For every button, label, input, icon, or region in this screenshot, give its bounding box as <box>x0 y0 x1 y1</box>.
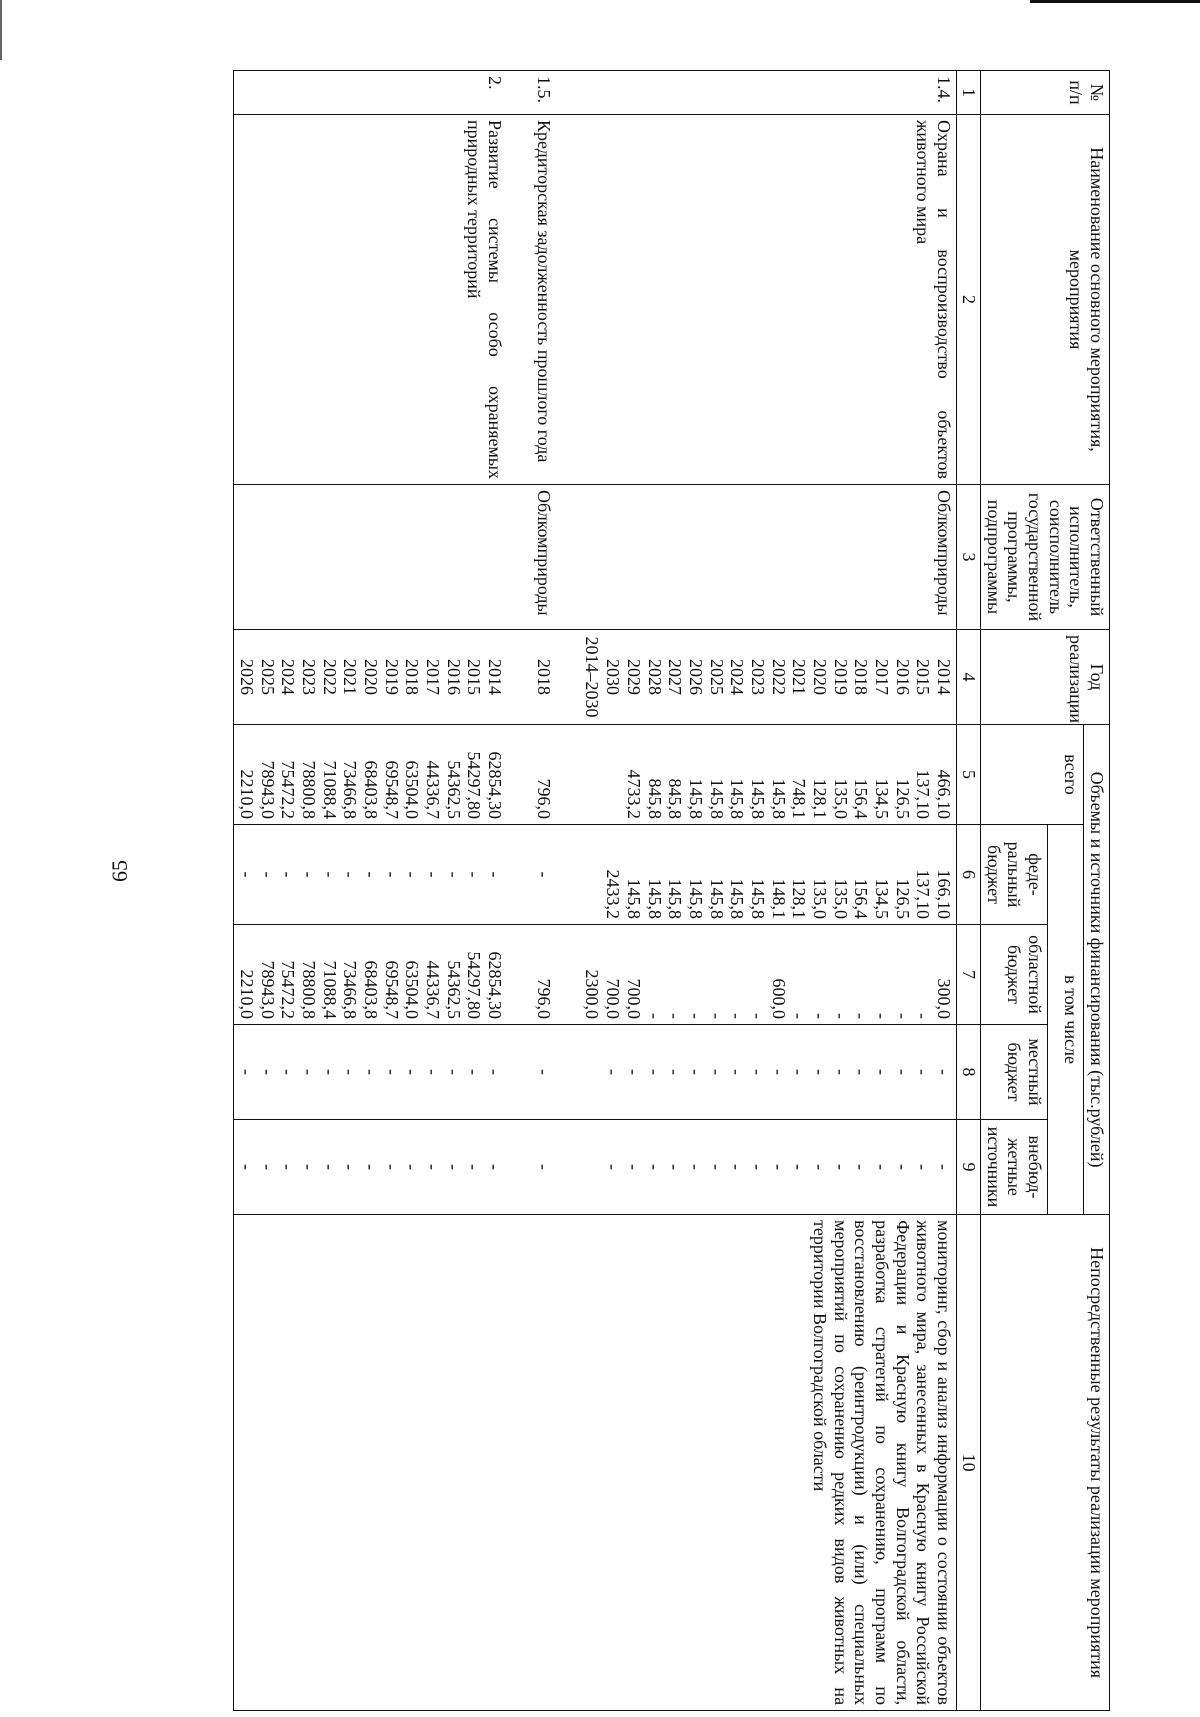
column-number: 6 <box>957 825 981 925</box>
header-regional: областной бюджет <box>980 925 1047 1025</box>
direct-results <box>531 1215 556 1711</box>
table-row <box>580 71 957 1711</box>
column-number: 4 <box>957 630 981 725</box>
header-total: всего <box>980 725 1083 825</box>
activity-name: Кредиторская задолженность прошлого года <box>531 115 556 485</box>
extra-amounts: - <box>531 1120 556 1215</box>
header-extra: внебюд-жетные источники <box>980 1120 1047 1215</box>
table-row <box>234 71 507 1711</box>
extra-amounts: - - - - - - - - - - - - - <box>234 1120 507 1215</box>
activity-name: Развитие системы особо охраняемых природных территорий <box>234 115 507 485</box>
direct-results: мониторинг, сбор и анализ информации о состоянии объектов животного мира, занесенных в Красную книгу Российской Федерации и Красную книгу Волгоградской области, разработка стратегий по сохранению, программ по восстановлению (реинтродукции) и (или) специальных мероприятий по сохранению редких видов животных на территории Волгоградской области <box>580 1215 957 1711</box>
row-number: 1.5. <box>531 71 556 115</box>
header-executor: Ответственный исполнитель, соисполнитель государственной программы, подпрограммы <box>980 485 1109 630</box>
direct-results <box>234 1215 507 1711</box>
regional-amounts: 796,0 <box>531 925 556 1025</box>
column-number: 2 <box>957 115 981 485</box>
table-row <box>531 71 556 1711</box>
column-number: 3 <box>957 485 981 630</box>
column-number: 7 <box>957 925 981 1025</box>
scan-left-line <box>0 0 2 60</box>
header-funding: Объемы и источники финансирования (тыс.рублей) <box>1084 725 1110 1215</box>
years: 2018 <box>531 630 556 725</box>
header-activity-name: Наименование основного мероприятия, мероприятия <box>980 115 1109 485</box>
executor: Облкомприроды <box>580 485 957 630</box>
regional-amounts: 62854,30 54297,80 54362,5 44336,7 63504,0 69548,7 68403,8 73466,8 71088,4 78800,8 75472,2 78943,0 2210,0 <box>234 925 507 1025</box>
total-amounts: 796,0 <box>531 725 556 825</box>
regional-amounts: 300,0 - - - - - - - 600,0 - - - - - - 700,0 700,0 2300,0 <box>580 925 957 1025</box>
header-number: № п/п <box>980 71 1109 115</box>
rotated-table-sheet <box>150 70 1110 1710</box>
column-number: 9 <box>957 1120 981 1215</box>
executor <box>234 485 507 630</box>
years: 2014 2015 2016 2017 2018 2019 2020 2021 2022 2023 2024 2025 2026 <box>234 630 507 725</box>
total-amounts: 466,10 137,10 126,5 134,5 156,4 135,0 128,1 748,1 145,8 145,8 145,8 145,8 145,8 845,8 845,8 4733,2 <box>580 725 957 825</box>
column-number: 5 <box>957 725 981 825</box>
row-number: 1.4. <box>580 71 957 115</box>
header-federal: феде-ральный бюджет <box>980 825 1047 925</box>
row-number: 2. <box>234 71 507 115</box>
extra-amounts: - - - - - - - - - - - - - - - - - <box>580 1120 957 1215</box>
funding-table <box>233 70 1110 1711</box>
executor: Облкомприроды <box>531 485 556 630</box>
federal-amounts: 166,10 137,10 126,5 134,5 156,4 135,0 135,0 128,1 148,1 145,8 145,8 145,8 145,8 145,8 145,8 145,8 2433,2 <box>580 825 957 925</box>
total-amounts: 62854,30 54297,80 54362,5 44336,7 63504,0 69548,7 68403,8 73466,8 71088,4 78800,8 75472,2 78943,0 2210,0 <box>234 725 507 825</box>
header-including: в том числе <box>1047 825 1083 1215</box>
activity-name: Охрана и воспроизводство объектов животного мира <box>580 115 957 485</box>
column-number: 1 <box>957 71 981 115</box>
header-results: Непосредственные результаты реализации мероприятия <box>980 1215 1109 1711</box>
page-number: 65 <box>107 860 132 882</box>
header-local: местный бюджет <box>980 1025 1047 1120</box>
local-amounts: - <box>531 1025 556 1120</box>
header-year: Год реализации <box>980 630 1109 725</box>
federal-amounts: - <box>531 825 556 925</box>
column-number: 10 <box>957 1215 981 1711</box>
federal-amounts: - - - - - - - - - - - - - <box>234 825 507 925</box>
column-number: 8 <box>957 1025 981 1120</box>
local-amounts: - - - - - - - - - - - - - - - - - <box>580 1025 957 1120</box>
years: 2014 2015 2016 2017 2018 2019 2020 2021 2022 2023 2024 2025 2026 2027 2028 2029 2030 2014–2030 <box>580 630 957 725</box>
local-amounts: - - - - - - - - - - - - - <box>234 1025 507 1120</box>
scan-edge-line <box>1030 0 1200 3</box>
